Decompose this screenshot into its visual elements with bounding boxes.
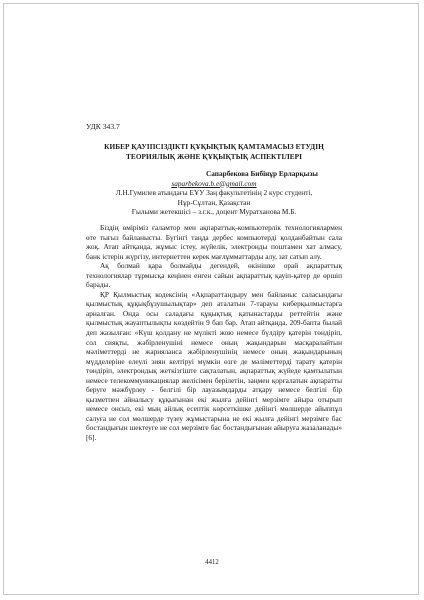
title-line-1: КИБЕР ҚАУІПСІЗДІКТІ ҚҰҚЫҚТЫҚ ҚАМТАМАСЫЗ ЕТУДІҢ (104, 142, 324, 151)
udk-code: УДК 343.7 (86, 122, 120, 131)
paragraph-3: ҚР Қылмыстық кодексінің «Ақпараттандыру мен байланыс саласындағы қылмыстық құқықбұзушылықтар» деп аталатын 7-тарауы киберқылмыстарға арналған. Онда осы саладағы құқықтық қатынастарды реттейтін және қылмыстық жауаптылықты көздейтін 9 бап бар. Атап айтқанда, 209-бапта былай деп жазылған: «Күш қолдану не мүлікті жою немесе бүлдіру қатерін төндіріп, сол сияқты, жәбірленушіні немесе оның жақындарын масқаралайтын мәліметтерді не жарияланса жәбірленушінің немесе оның жақындарының мүдделеріне елеулі зиян келтіруі мүмкін өзге де мәліметтерді тарату қатерін төндіріп, электрондық жеткізгіште сақталатын, ақпараттық жүйеде қамтылатын немесе телекоммуникациялар желісімен берілетін, заңмен қорғалатын ақпаратты беруге мәжбүрлеу - белгілі бір лауазымдарды атқару немесе белгілі бір қызметпен айналысу құқығынан екі жылға дейінгі мерзімге айыра отырып немесе онсыз, екі мың айлық есептік көрсеткішке дейінгі мөлшерде айыппұл салуға не сол мөлшерде түзеу жұмыстарына не екі жылға дейінгі мерзімге бас бостандығын шектеуге не сол мерзімге бас бостандығынан айыруға жазаланады» [6]. (86, 289, 342, 442)
article-body (86, 223, 342, 443)
paragraph-2: Ақ болмай қара болмайды дегендей, өкінішке орай ақпараттық технологиялар тұрмысқа кеңінен енген сайын ақпараттық қауіп-қатер де өршіп барады. (86, 261, 342, 290)
author-location: Нұр-Сұлтан, Қазақстан (177, 197, 251, 207)
article-content (86, 122, 342, 443)
author-block (86, 169, 342, 217)
title-line-2: ТЕОРИЯЛЫҚ ЖӘНЕ ҚҰҚЫҚТЫҚ АСПЕКТІЛЕРІ (125, 151, 303, 161)
paragraph-1: Біздің өміріміз ғаламтор мен ақпараттық-компьютерлік технологиялармен өте тығыз байланысты. Бүгінгі таңда дербес компьютерді қолданбайтын сала жоқ. Атап айтқанда, жұмыс істеу, жүйелік, электронды поштамен хат алмасу, банк істерін жүргізу, интернеттен керек мағлұмматтарды алу, зат сатып алу. (86, 222, 342, 261)
article-title (86, 142, 342, 161)
page-number: 4412 (205, 559, 219, 566)
author-email-link[interactable]: saparbekova.b.e@gmail.com (171, 178, 257, 188)
author-supervisor: Ғылыми жетекшісі – з.г.к., доцент Муратханова М.Б. (131, 207, 297, 217)
author-name: Сапарбекова Бибінұр Ерларқызы (205, 169, 318, 178)
author-affiliation: Л.Н.Гумилев атындағы ЕҰУ Заң факультетінің 2 курс студенті, (115, 188, 313, 198)
